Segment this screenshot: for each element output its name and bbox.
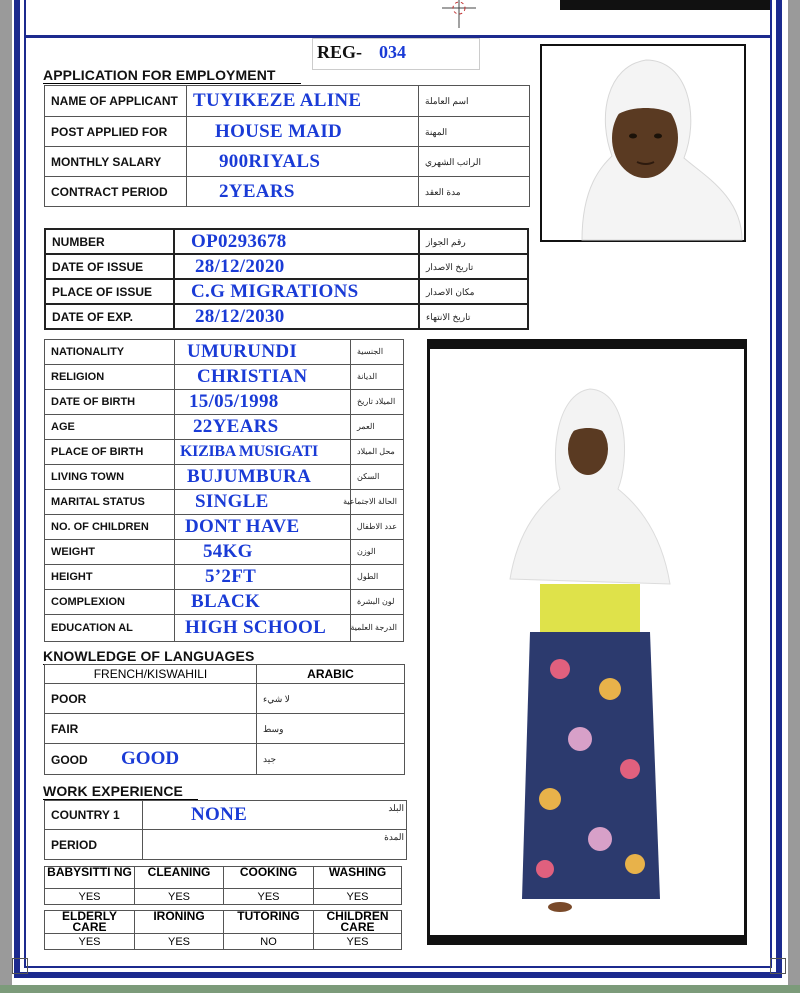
table-row (45, 665, 405, 684)
passport-number: OP0293678 (174, 229, 419, 254)
expiry-date: 28/12/2030 (174, 304, 419, 329)
skill-label: BABYSITTI NG (45, 867, 135, 889)
table-row (45, 867, 402, 889)
religion-value: CHRISTIAN (175, 365, 351, 390)
skill-value: YES (45, 934, 135, 950)
row-label: NO. OF CHILDREN (45, 515, 175, 540)
height-value: 5’2FT (175, 565, 351, 590)
row-arabic-label: لون البشرة (351, 590, 404, 615)
salary-value: 900RIYALS (187, 147, 419, 177)
table-row (45, 440, 404, 465)
row-label: COMPLEXION (45, 590, 175, 615)
country-value: NONE (191, 804, 248, 825)
table-row (45, 304, 528, 329)
table-row (45, 565, 404, 590)
row-label: MARITAL STATUS (45, 490, 175, 515)
row-label: EDUCATION AL (45, 615, 175, 642)
table-row (45, 365, 404, 390)
row-label: PERIOD (45, 830, 143, 860)
table-row (45, 911, 402, 934)
row-label: RELIGION (45, 365, 175, 390)
row-label: MONTHLY SALARY (45, 147, 187, 177)
row-label: CONTRACT PERIOD (45, 177, 187, 207)
row-arabic-label: البلد (388, 803, 404, 813)
row-label: PLACE OF ISSUE (45, 279, 174, 304)
footer-strip (0, 985, 800, 993)
row-label: POST APPLIED FOR (45, 117, 187, 147)
applicant-name: TUYIKEZE ALINE (187, 86, 419, 117)
table-row (45, 465, 404, 490)
row-arabic-label: رقم الجواز (419, 229, 528, 254)
application-title: APPLICATION FOR EMPLOYMENT (43, 67, 301, 84)
row-label: DATE OF EXP. (45, 304, 174, 329)
table-row (45, 177, 530, 207)
row-label: NATIONALITY (45, 340, 175, 365)
skill-label: WASHING (314, 867, 402, 889)
age-value: 22YEARS (175, 415, 351, 440)
table-row (45, 889, 402, 905)
level-name: FAIR (51, 721, 79, 736)
skill-value: NO (224, 934, 314, 950)
post-value: HOUSE MAID (187, 117, 419, 147)
applicant-headshot-photo (540, 44, 746, 242)
table-row (45, 490, 404, 515)
table-row (45, 254, 528, 279)
nationality-value: UMURUNDI (175, 340, 351, 365)
row-arabic-label: الوزن (351, 540, 404, 565)
skill-label: CHILDREN CARE (314, 911, 402, 934)
complexion-value: BLACK (175, 590, 351, 615)
table-row (45, 390, 404, 415)
full-body-illustration (430, 349, 744, 935)
row-arabic-label: السكن (351, 465, 404, 490)
languages-table (44, 664, 405, 775)
language-col-header: ARABIC (257, 665, 405, 684)
birth-place-value: KIZIBA MUSIGATI (175, 440, 351, 465)
row-arabic-label: مكان الاصدار (419, 279, 528, 304)
row-label: LIVING TOWN (45, 465, 175, 490)
row-arabic-label: عدد الاطفال (351, 515, 404, 540)
living-town-value: BUJUMBURA (175, 465, 351, 490)
row-arabic-label: المدة (384, 832, 404, 842)
table-row (45, 279, 528, 304)
row-arabic-label: الجنسية (351, 340, 404, 365)
table-row (45, 801, 407, 830)
row-label: WEIGHT (45, 540, 175, 565)
table-row (45, 615, 404, 642)
application-table (44, 85, 530, 207)
table-row (45, 540, 404, 565)
skill-value: YES (45, 889, 135, 905)
row-arabic-label: وسط (257, 714, 405, 744)
reg-box (312, 38, 480, 70)
table-row (45, 340, 404, 365)
level-name: GOOD (51, 752, 88, 767)
skills-table (44, 866, 402, 950)
corner-mark (770, 958, 786, 974)
issue-place: C.G MIGRATIONS (174, 279, 419, 304)
row-label: COUNTRY 1 (45, 801, 143, 830)
skill-value: YES (314, 934, 402, 950)
row-arabic-label: تاريخ الانتهاء (419, 304, 528, 329)
row-arabic-label: لا شيء (257, 684, 405, 714)
skill-label: ELDERLY CARE (45, 911, 135, 934)
contract-value: 2YEARS (187, 177, 419, 207)
language-col-header: FRENCH/KISWAHILI (45, 665, 257, 684)
skill-label: TUTORING (224, 911, 314, 934)
reg-label: REG- (317, 42, 362, 62)
skill-label: IRONING (135, 911, 224, 934)
issue-date: 28/12/2020 (174, 254, 419, 279)
reg-number: 034 (379, 42, 406, 62)
skill-value: YES (135, 889, 224, 905)
row-arabic-label: تاريخ الاصدار (419, 254, 528, 279)
language-level-label (45, 744, 257, 775)
row-arabic-label: العمر (351, 415, 404, 440)
table-row (45, 117, 530, 147)
passport-table (44, 228, 529, 330)
applicant-full-photo (427, 339, 747, 945)
row-arabic-label: الطول (351, 565, 404, 590)
row-label: HEIGHT (45, 565, 175, 590)
corner-mark (12, 958, 28, 974)
children-value: DONT HAVE (175, 515, 351, 540)
level-name: POOR (51, 691, 87, 706)
table-row (45, 830, 407, 860)
row-label: AGE (45, 415, 175, 440)
row-arabic-label: الميلاد تاريخ (351, 390, 404, 415)
row-arabic-label: الدرجة العلمية (351, 615, 404, 642)
table-row (45, 744, 405, 775)
marital-status-value: SINGLE (175, 490, 351, 515)
row-label: NAME OF APPLICANT (45, 86, 187, 117)
work-period-cell (143, 830, 407, 860)
table-row (45, 684, 405, 714)
language-level-value: GOOD (121, 747, 180, 769)
language-level-label (45, 714, 257, 744)
education-value: HIGH SCHOOL (175, 615, 351, 642)
table-row (45, 415, 404, 440)
row-arabic-label: محل الميلاد (351, 440, 404, 465)
skill-label: COOKING (224, 867, 314, 889)
table-row (45, 229, 528, 254)
row-arabic-label: الحالة الاجتماعية (351, 490, 404, 515)
row-arabic-label: جيد (257, 744, 405, 775)
table-row (45, 86, 530, 117)
table-row (45, 515, 404, 540)
headshot-illustration (542, 46, 744, 240)
row-arabic-label: المهنة (419, 117, 530, 147)
row-arabic-label: الراتب الشهري (419, 147, 530, 177)
languages-title: KNOWLEDGE OF LANGUAGES (43, 648, 277, 665)
table-row (45, 147, 530, 177)
row-label: PLACE OF BIRTH (45, 440, 175, 465)
row-arabic-label: الديانة (351, 365, 404, 390)
row-label: DATE OF BIRTH (45, 390, 175, 415)
work-title: WORK EXPERIENCE (43, 783, 198, 800)
table-row (45, 714, 405, 744)
row-label: DATE OF ISSUE (45, 254, 174, 279)
work-country-cell (143, 801, 407, 830)
work-table (44, 800, 407, 860)
table-row (45, 590, 404, 615)
language-level-label (45, 684, 257, 714)
skill-value: YES (135, 934, 224, 950)
row-arabic-label: اسم العاملة (419, 86, 530, 117)
row-label: NUMBER (45, 229, 174, 254)
row-arabic-label: مدة العقد (419, 177, 530, 207)
weight-value: 54KG (175, 540, 351, 565)
skill-value: YES (314, 889, 402, 905)
birth-date-value: 15/05/1998 (175, 390, 351, 415)
skill-label: CLEANING (135, 867, 224, 889)
table-row (45, 934, 402, 950)
skill-value: YES (224, 889, 314, 905)
personal-table (44, 339, 404, 642)
